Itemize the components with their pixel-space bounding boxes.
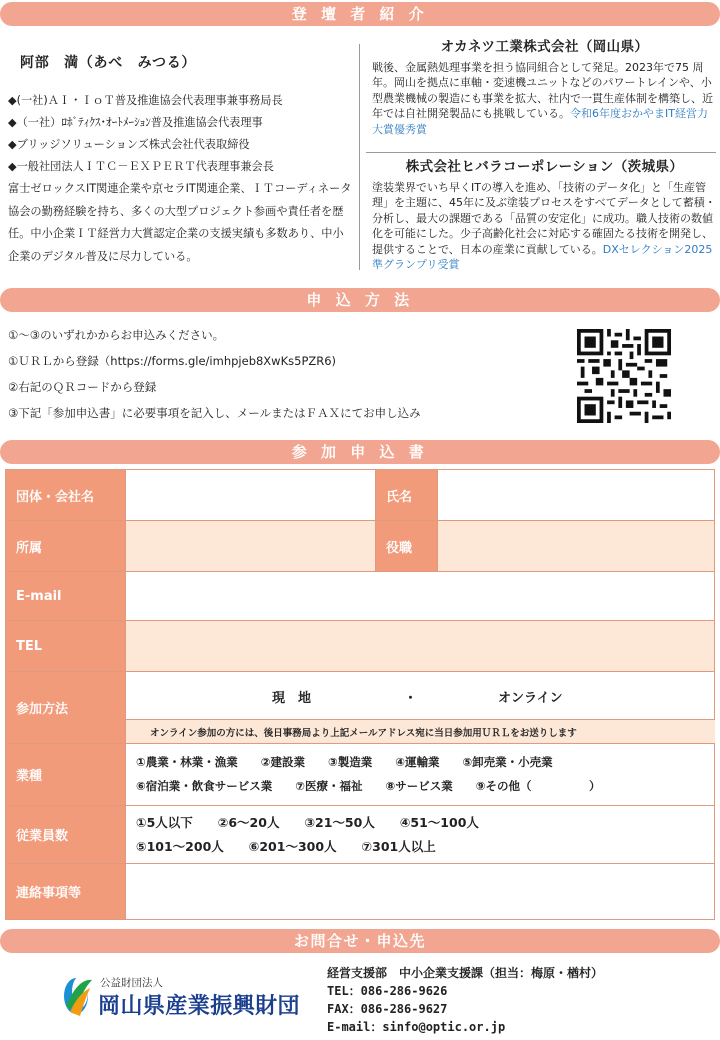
method-intro: ①～③のいずれかからお申込みください。 [8,328,225,342]
company-award-1: 令和6年度おかやまIT経営力大賞優秀賞 [372,107,708,136]
speaker-role-4: ◆一般社団法人ＩＴＣ－ＥＸＰＥＲＴ代表理事兼会長 [8,160,274,173]
speaker-role-2: ◆（一社）ﾛﾎﾞﾃｨｸｽ･ｵｰﾄﾒｰｼｮﾝ普及推進協会代表理事 [8,116,263,129]
tel-field[interactable] [125,621,714,671]
application-form [5,469,715,920]
industry-field[interactable] [125,744,714,805]
contact-fax: FAX：086-286-9627 [327,1002,448,1016]
employees-options-1[interactable]: ①5人以下 ②6～20人 ③21～50人 ④51～100人 [136,815,479,830]
company-desc-2: 塗装業界でいち早くITの導入を進め、「技術のデータ化」と「生産管理」を主題に、45年に及ぶ塗装プロセスをすべてデータとして蓄積・分析し、最大の課題である「品質の安定化」に成功。職人技術の数値化を可能にした。少子高齢化社会に対応する確固たる技術を開発し、提供することで、日本の産業に貢献している。 [372,180,716,256]
attend-separator: ・ [404,691,418,706]
speaker-role-3: ◆ブリッジソリューションズ株式会社代表取締役 [8,138,250,151]
industry-options-2[interactable]: ⑥宿泊業・飲食サービス業 ⑦医療・福祉 ⑧サービス業 ⑨その他（ ） [136,779,601,793]
company-award-2: DXセレクション2025準グランプリ受賞 [372,242,713,271]
attend-onsite-option[interactable]: 現 地 [272,691,312,706]
name-field[interactable] [437,470,714,520]
attend-field [125,672,714,743]
form-row-dept [6,521,714,572]
speaker-role-1: ◆(一社)ＡＩ・ＩｏＴ普及推進協会代表理事兼事務局長 [8,94,283,107]
speaker-divider [359,44,360,270]
contact-email[interactable]: E-mail：sinfo@optic.or.jp [327,1020,506,1034]
attend-note: オンライン参加の方には、後日事務局より上記メールアドレス宛に当日参加用ＵＲＬをお送りします [150,728,577,739]
org-name: 岡山県産業振興財団 [98,994,300,1019]
contact-dept: 経営支援部 中小企業支援課（担当：梅原・楢村） [327,966,604,980]
email-field[interactable] [125,572,714,620]
form-row-tel [6,621,714,672]
form-row-notes [6,864,714,919]
email-label: E-mail [6,572,125,620]
company-name-2: 株式会社ヒバラコーポレーション（茨城県） [405,159,684,175]
employees-field[interactable] [125,806,714,863]
company-okanetsu [372,40,717,137]
speaker-name: 阿部 満（あべ みつる） [20,55,197,71]
attend-note-box [126,719,715,743]
name-label: 氏名 [375,470,437,520]
notes-label: 連絡事項等 [6,864,125,919]
org-field[interactable] [125,470,375,520]
dept-label: 所属 [6,521,125,571]
title-field[interactable] [437,521,714,571]
speaker-profile [8,44,353,268]
method-form-text: ③下記「参加申込書」に必要事項を記入し、メールまたはＦＡＸにてお申し込み [8,406,421,420]
method-header: 申 込 方 法 [0,288,720,312]
employees-label: 従業員数 [6,806,125,863]
employees-options-2[interactable]: ⑤101～200人 ⑥201～300人 ⑦301人以上 [136,839,436,854]
tel-label: TEL [6,621,125,671]
form-row-attend [6,672,714,744]
form-header: 参 加 申 込 書 [0,440,720,464]
title-label: 役職 [375,521,437,571]
org-small-label: 公益財団法人 [100,977,163,989]
contact-header: お問合せ・申込先 [0,929,720,953]
speaker-bio: 富士ゼロックスIT関連企業や京セラIT関連企業、ＩＴコーディネータ協会の勤務経験を持ち、多くの大型プロジェクト参画や責任者を歴任。中小企業ＩＴ経営力大賞認定企業の支援実績も多数あり、中小企業のデジタル普及に尽力している。 [8,182,352,263]
form-row-industry [6,744,714,806]
method-url[interactable]: ①ＵＲＬから登録（https://forms.gle/imhpjeb8XwKs5PZR6) [8,354,337,368]
industry-options-1[interactable]: ①農業・林業・漁業 ②建設業 ③製造業 ④運輸業 ⑤卸売業・小売業 [136,755,553,769]
notes-field[interactable] [125,864,714,919]
method-qr-text: ②右記のＱＲコードから登録 [8,380,157,394]
qr-code-icon[interactable] [577,329,671,423]
form-row-employees [6,806,714,864]
form-row-email [6,572,714,621]
org-label: 団体・会社名 [6,470,125,520]
dept-field[interactable] [125,521,375,571]
speakers-header: 登 壇 者 紹 介 [0,2,720,26]
attend-online-option[interactable]: オンライン [498,691,563,706]
company-name-1: オカネツ工業株式会社（岡山県） [440,39,649,55]
company-hibara [372,160,717,273]
attend-label: 参加方法 [6,672,125,743]
form-row-org [6,470,714,521]
contact-tel: TEL：086-286-9626 [327,984,448,998]
company-divider [366,152,716,153]
method-instructions [8,322,568,426]
industry-label: 業種 [6,744,125,805]
contact-info [327,964,603,1036]
company-desc-1: 戦後、金属熱処理事業を担う協同組合として発足。2023年で75 周年。岡山を拠点に車軸・変速機ユニットなどのパワートレインや、小型農業機械の製造にも事業を拡大、社内で一貫生産体制を構築し、近年では自社開発製品にも挑戦している。 [372,60,713,120]
